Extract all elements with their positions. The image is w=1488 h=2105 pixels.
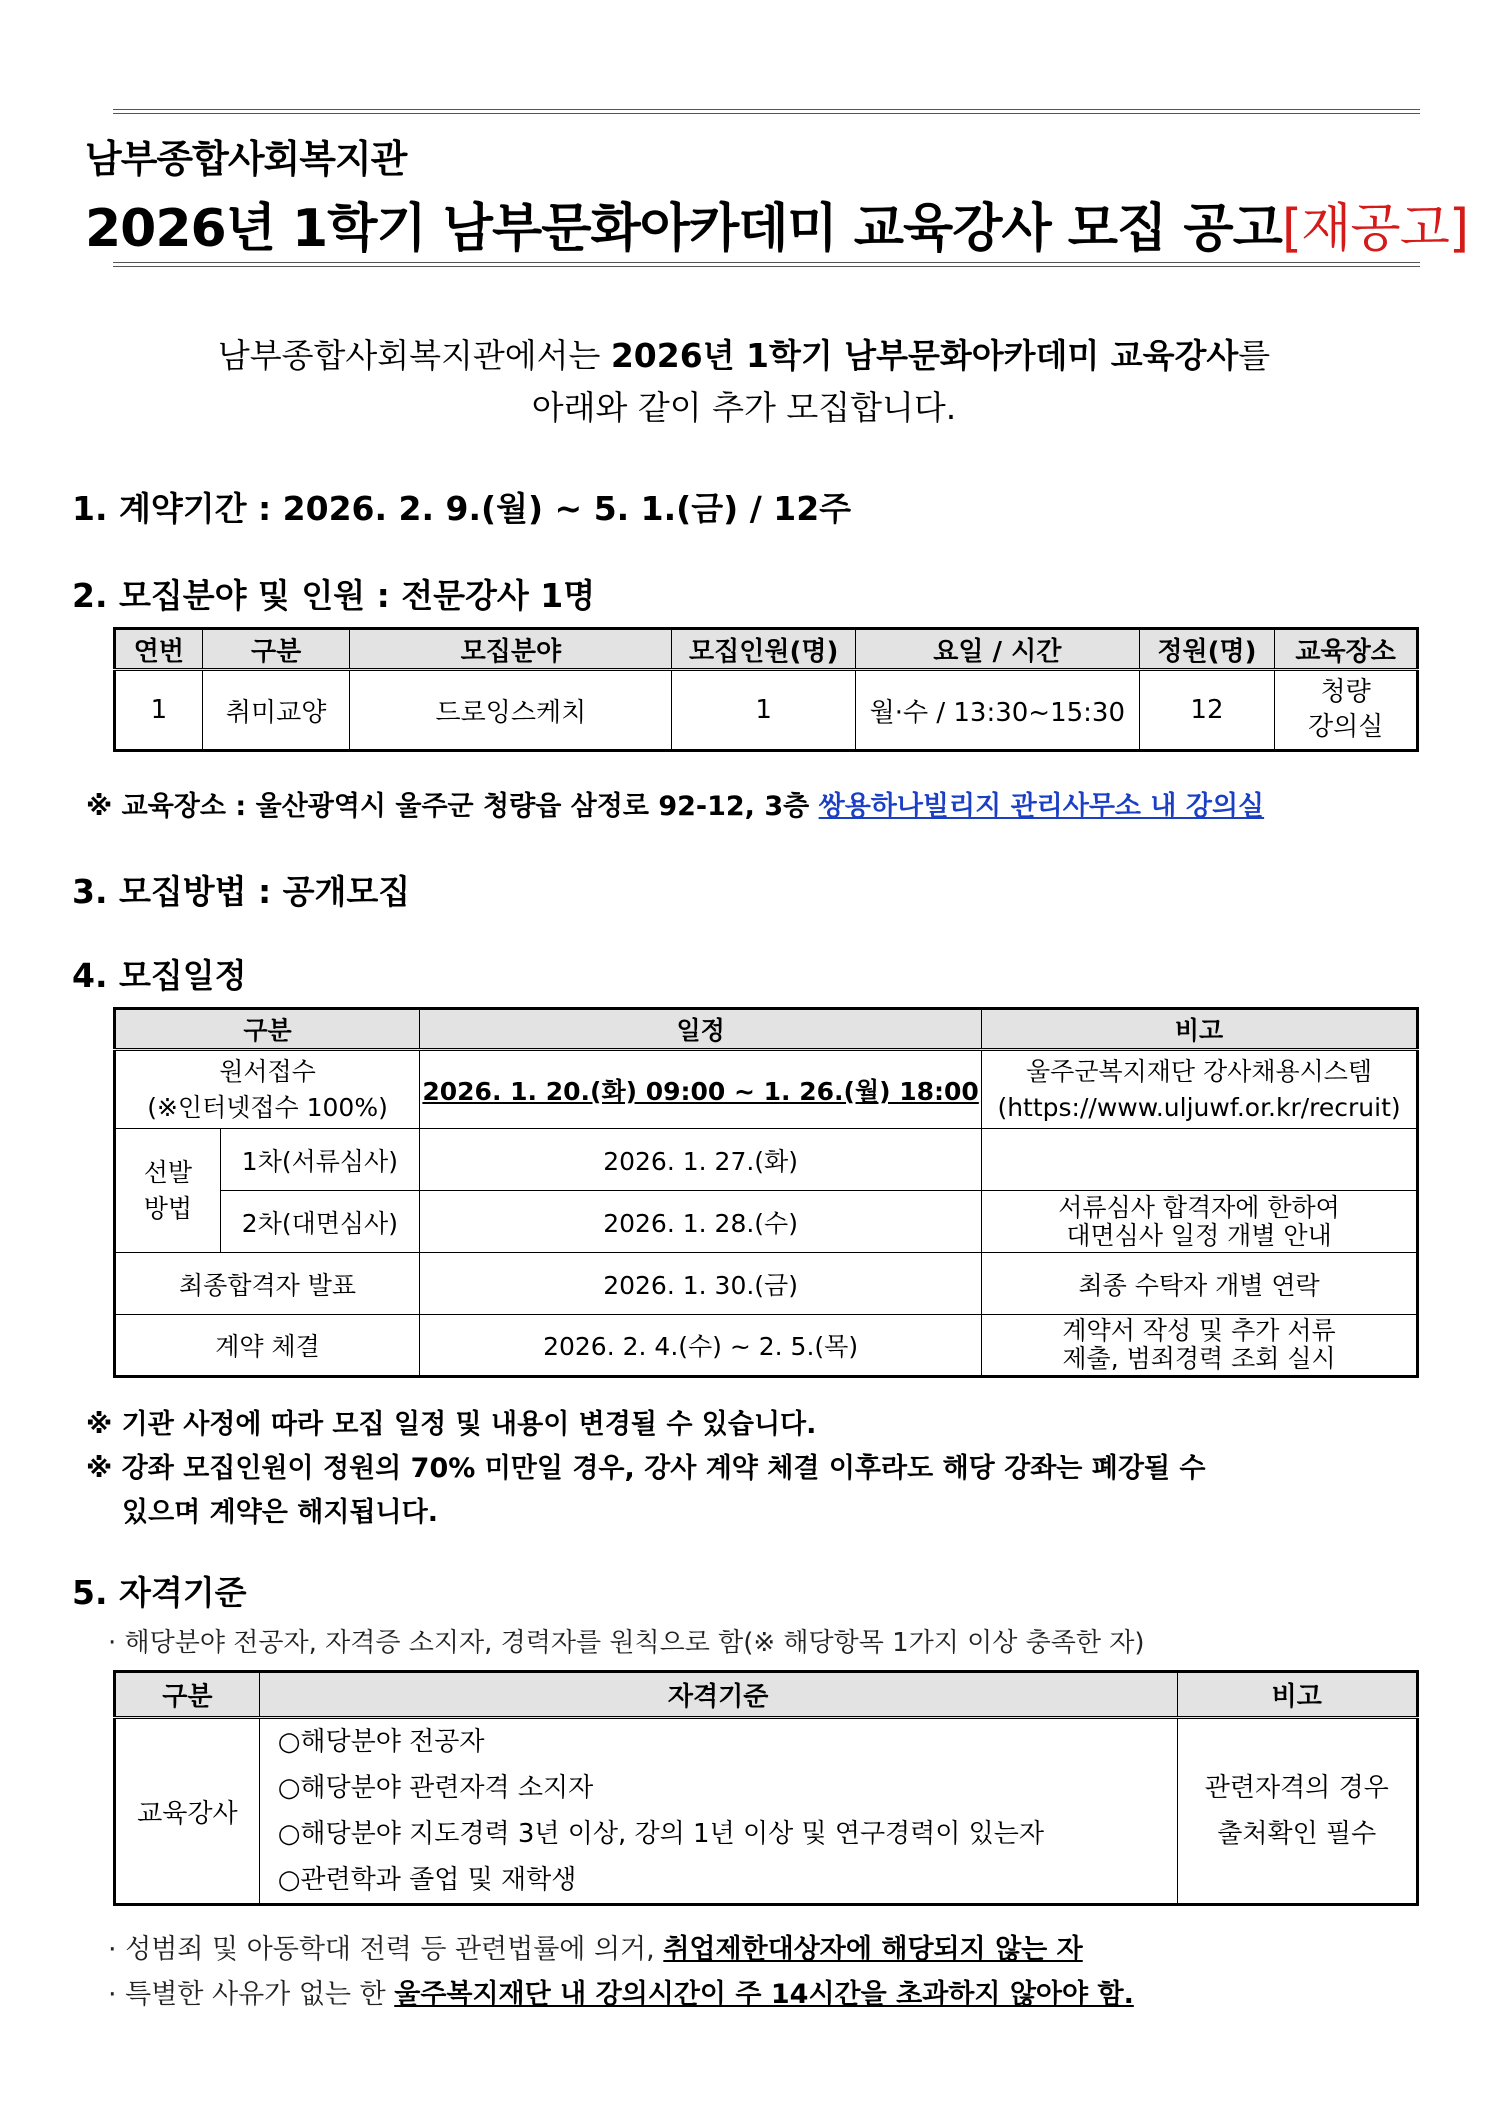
cell-type: 원서접수 (※인터넷접수 100%) <box>115 1050 420 1129</box>
intro-text-post: 를 <box>1238 336 1271 375</box>
bullet-text: · 성범죄 및 아동학대 전력 등 관련법률에 의거, <box>108 1934 664 1965</box>
criteria-list <box>259 1718 1177 1905</box>
cell-no: 1 <box>115 670 203 751</box>
cell-remark: 관련자격의 경우 출처확인 필수 <box>1177 1718 1417 1905</box>
cell-remark <box>982 1129 1418 1191</box>
table-row <box>115 1129 1418 1191</box>
schedule-table <box>113 1007 1419 1378</box>
cell-selection: 선발 방법 <box>115 1129 221 1253</box>
cell-schedule: 2026. 1. 20.(화) 09:00 ~ 1. 26.(월) 18:00 <box>420 1050 982 1129</box>
cell-remark: 서류심사 합격자에 한하여 대면심사 일정 개별 안내 <box>982 1191 1418 1253</box>
bullet-underline: 울주복지재단 내 강의시간이 주 14시간을 초과하지 않아야 함. <box>394 1979 1134 2010</box>
cell-capacity: 12 <box>1139 670 1275 751</box>
criteria-item: ○해당분야 지도경력 3년 이상, 강의 1년 이상 및 연구경력이 있는자 <box>277 1819 1045 1849</box>
cell-type: 교육강사 <box>115 1718 260 1905</box>
cell-remark: 최종 수탁자 개별 연락 <box>982 1253 1418 1315</box>
cell-type: 계약 체결 <box>115 1315 420 1377</box>
th-place: 교육장소 <box>1275 629 1418 670</box>
section-4: 4. 모집일정 <box>72 956 247 995</box>
title-main: 2026년 1학기 남부문화아카데미 교육강사 모집 공고 <box>85 199 1282 259</box>
th-remark: 비고 <box>982 1009 1418 1050</box>
cell-schedule: 2026. 1. 28.(수) <box>420 1191 982 1253</box>
top-rule <box>113 109 1420 110</box>
intro <box>0 330 1488 434</box>
recruit-table <box>113 627 1419 752</box>
qualification-table <box>113 1670 1419 1906</box>
th-capacity: 정원(명) <box>1139 629 1275 670</box>
cell-remark: 울주군복지재단 강사채용시스템 (https://www.uljuwf.or.kr/recruit) <box>982 1050 1418 1129</box>
bottom-rule <box>113 262 1420 263</box>
org-name: 남부종합사회복지관 <box>85 137 407 181</box>
th-no: 연번 <box>115 629 203 670</box>
cell-time: 월·수 / 13:30~15:30 <box>855 670 1139 751</box>
bullet-underline: 취업제한대상자에 해당되지 않는 자 <box>663 1934 1083 1965</box>
cell-type: 2차(대면심사) <box>220 1191 419 1253</box>
table-row <box>115 1191 1418 1253</box>
cell-schedule: 2026. 1. 30.(금) <box>420 1253 982 1315</box>
th-time: 요일 / 시간 <box>855 629 1139 670</box>
section-1: 1. 계약기간 : 2026. 2. 9.(월) ~ 5. 1.(금) / 12주 <box>72 489 852 528</box>
criteria-item: ○관련학과 졸업 및 재학생 <box>277 1865 577 1895</box>
cell-schedule: 2026. 2. 4.(수) ~ 2. 5.(목) <box>420 1315 982 1377</box>
place-link[interactable]: 쌍용하나빌리지 관리사무소 내 강의실 <box>818 791 1265 822</box>
bottom-rule-2 <box>113 266 1420 267</box>
section-3: 3. 모집방법 : 공개모집 <box>72 872 411 911</box>
top-rule-2 <box>113 113 1420 114</box>
th-type: 구분 <box>115 1672 260 1718</box>
table-row <box>115 1253 1418 1315</box>
table-row <box>115 1050 1418 1129</box>
bottom-bullet-2 <box>108 1972 1134 2011</box>
cell-category: 취미교양 <box>202 670 350 751</box>
cell-remark: 계약서 작성 및 추가 서류 제출, 범죄경력 조회 실시 <box>982 1315 1418 1377</box>
section-5: 5. 자격기준 <box>72 1573 247 1612</box>
table-row <box>115 670 1418 751</box>
intro-bold: 2026년 1학기 남부문화아카데미 교육강사 <box>610 336 1239 375</box>
th-category: 구분 <box>202 629 350 670</box>
th-field: 모집분야 <box>350 629 672 670</box>
th-criteria: 자격기준 <box>259 1672 1177 1718</box>
page-title <box>85 186 1468 261</box>
intro-text: 남부종합사회복지관에서는 <box>217 336 611 375</box>
schedule-note-2: ※ 강좌 모집인원이 정원의 70% 미만일 경우, 강사 계약 체결 이후라도 해당 강좌는 폐강될 수 <box>86 1453 1206 1484</box>
criteria-item: ○해당분야 전공자 <box>277 1727 485 1757</box>
th-schedule: 일정 <box>420 1009 982 1050</box>
criteria-item: ○해당분야 관련자격 소지자 <box>277 1773 594 1803</box>
table-row <box>115 1718 1418 1905</box>
schedule-note-3: 있으며 계약은 해지됩니다. <box>122 1497 438 1528</box>
intro-line2: 아래와 같이 추가 모집합니다. <box>531 388 957 427</box>
schedule-note-1: ※ 기관 사정에 따라 모집 일정 및 내용이 변경될 수 있습니다. <box>86 1409 817 1440</box>
cell-type: 최종합격자 발표 <box>115 1253 420 1315</box>
table-row <box>115 1315 1418 1377</box>
th-remark: 비고 <box>1177 1672 1417 1718</box>
place-note <box>86 784 1264 823</box>
cell-field: 드로잉스케치 <box>350 670 672 751</box>
cell-place: 청량 강의실 <box>1275 670 1418 751</box>
cell-schedule: 2026. 1. 27.(화) <box>420 1129 982 1191</box>
cell-type: 1차(서류심사) <box>220 1129 419 1191</box>
title-tag: [재공고] <box>1281 199 1469 259</box>
bullet-text: · 특별한 사유가 없는 한 <box>108 1979 395 2010</box>
place-note-text: ※ 교육장소 : 울산광역시 울주군 청량읍 삼정로 92-12, 3층 <box>86 791 819 822</box>
qualification-sub: · 해당분야 전공자, 자격증 소지자, 경력자를 원칙으로 함(※ 해당항목 1가지 이상 충족한 자) <box>108 1628 1145 1658</box>
section-2: 2. 모집분야 및 인원 : 전문강사 1명 <box>72 576 596 615</box>
th-type: 구분 <box>115 1009 420 1050</box>
bottom-bullet-1 <box>108 1927 1083 1966</box>
th-count: 모집인원(명) <box>672 629 856 670</box>
cell-count: 1 <box>672 670 856 751</box>
